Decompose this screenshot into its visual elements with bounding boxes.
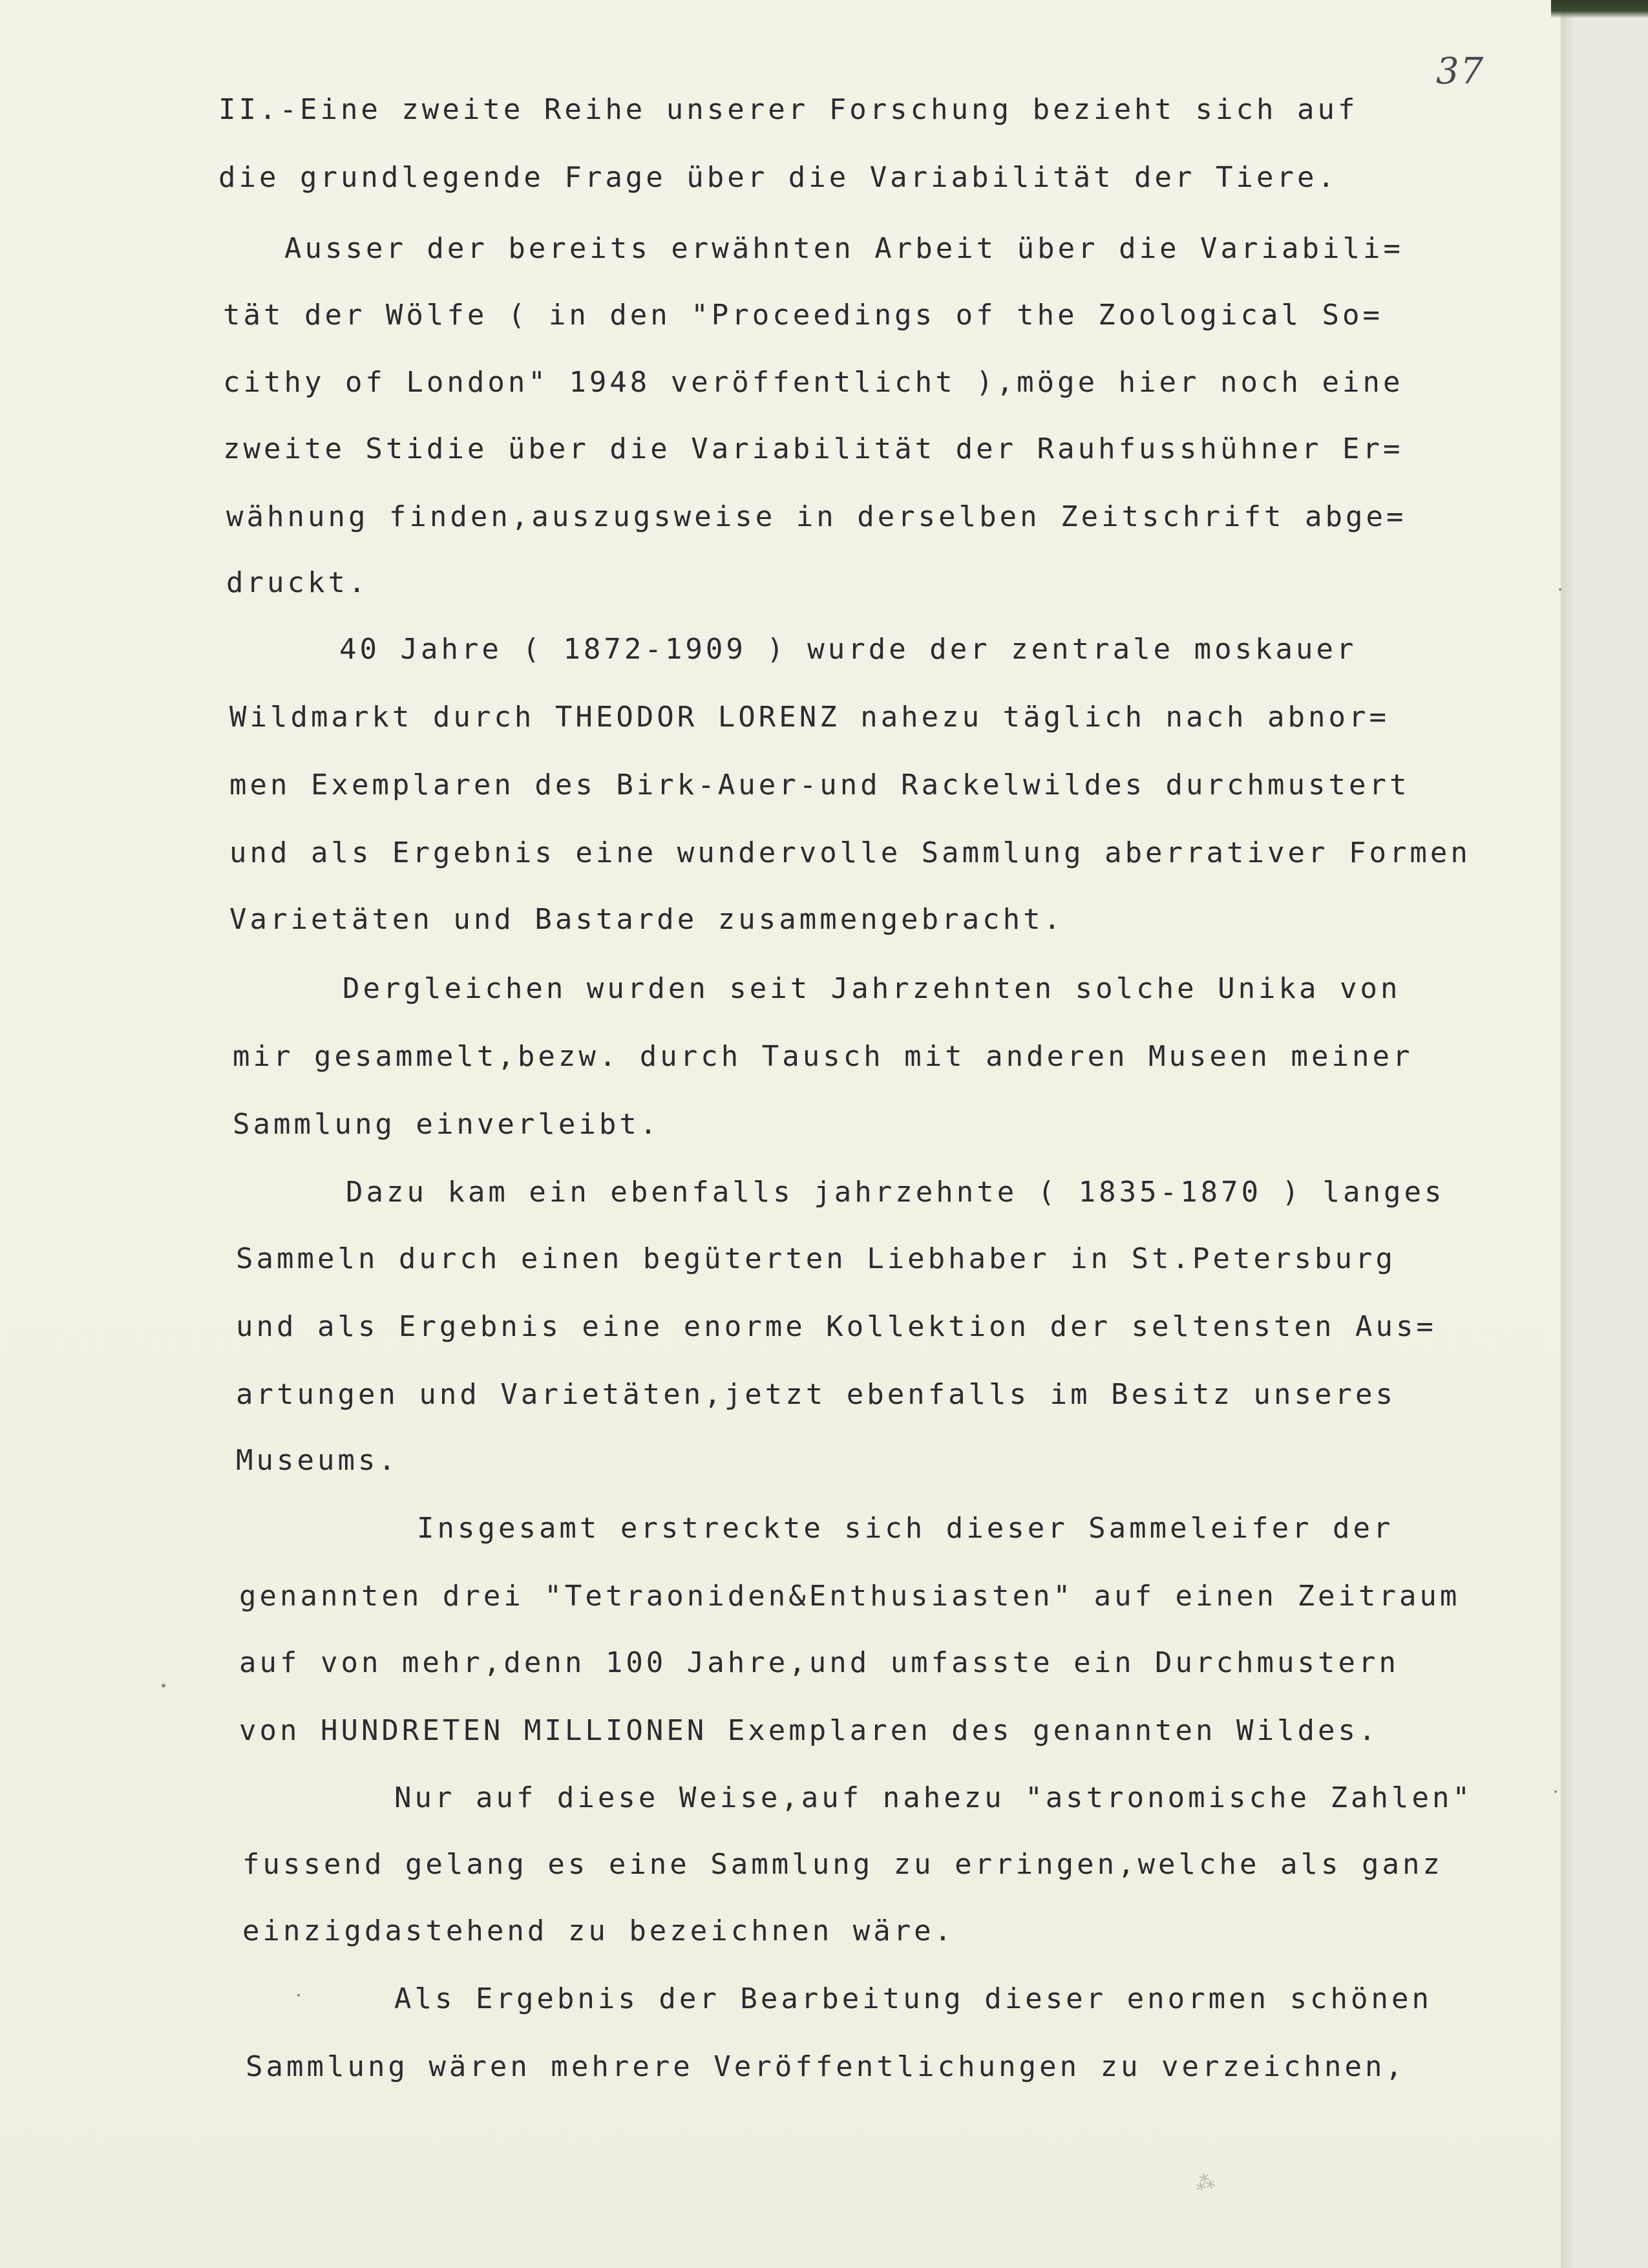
text-line: Dazu kam ein ebenfalls jahrzehnte ( 1835-1870 ) langes xyxy=(346,1176,1445,1209)
text-line: Ausser der bereits erwähnten Arbeit über die Variabili= xyxy=(284,232,1404,265)
text-line: von HUNDRETEN MILLIONEN Exemplaren des genannten Wildes. xyxy=(239,1714,1379,1747)
text-line: mir gesammelt,bezw. durch Tausch mit anderen Museen meiner xyxy=(233,1040,1413,1073)
text-line: cithy of London" 1948 veröffentlicht ),möge hier noch eine xyxy=(223,366,1404,399)
text-line: fussend gelang es eine Sammlung zu erringen,welche als ganz xyxy=(242,1848,1443,1881)
text-line: und als Ergebnis eine enorme Kollektion der seltensten Aus= xyxy=(236,1310,1437,1343)
text-line: genannten drei "Tetraoniden&Enthusiasten" auf einen Zeitraum xyxy=(239,1580,1461,1613)
binding-strip xyxy=(1572,0,1648,2268)
text-line: druckt. xyxy=(226,566,369,599)
text-line: und als Ergebnis eine wundervolle Sammlung aberrativer Formen xyxy=(229,836,1471,869)
text-line: zweite Stidie über die Variabilität der Rauhfusshühner Er= xyxy=(223,432,1404,465)
text-line: Varietäten und Bastarde zusammengebracht. xyxy=(229,903,1064,936)
ink-speck xyxy=(1554,1790,1557,1793)
text-line: Als Ergebnis der Bearbeitung dieser enormen schönen xyxy=(394,1982,1433,2015)
text-line: Nur auf diese Weise,auf nahezu "astronomische Zahlen" xyxy=(394,1781,1473,1814)
text-line: 40 Jahre ( 1872-1909 ) wurde der zentrale moskauer xyxy=(339,633,1357,666)
cover-corner xyxy=(1551,0,1648,18)
text-line: Sammlung wären mehrere Veröffentlichungen zu verzeichnen, xyxy=(246,2050,1406,2083)
text-line: II.-Eine zweite Reihe unserer Forschung bezieht sich auf xyxy=(218,93,1358,126)
text-line: wähnung finden,auszugsweise in derselben Zeitschrift abge= xyxy=(226,500,1407,533)
text-line: artungen und Varietäten,jetzt ebenfalls im Besitz unseres xyxy=(236,1378,1396,1411)
text-line: men Exemplaren des Birk-Auer-und Rackelwildes durchmustert xyxy=(229,768,1410,801)
ink-speck xyxy=(162,1684,165,1688)
text-line: tät der Wölfe ( in den "Proceedings of the Zoological So= xyxy=(223,299,1383,332)
faded-stamp-mark: ⁂ xyxy=(1193,2170,1218,2196)
ink-speck xyxy=(1559,588,1561,591)
text-line: Insgesamt erstreckte sich dieser Sammeleifer der xyxy=(417,1512,1394,1545)
page-number: 37 xyxy=(1436,50,1485,92)
text-line: einzigdastehend zu bezeichnen wäre. xyxy=(242,1914,955,1947)
text-line: die grundlegende Frage über die Variabilität der Tiere. xyxy=(218,161,1338,194)
page-edge xyxy=(1561,0,1572,2268)
text-line: Museums. xyxy=(236,1444,399,1477)
text-line: auf von mehr,denn 100 Jahre,und umfasste ein Durchmustern xyxy=(239,1646,1399,1679)
text-line: Sammlung einverleibt. xyxy=(233,1108,660,1141)
text-line: Sammeln durch einen begüterten Liebhaber in St.Petersburg xyxy=(236,1242,1396,1275)
text-line: Dergleichen wurden seit Jahrzehnten solche Unika von xyxy=(343,972,1401,1005)
ink-speck xyxy=(297,1994,300,1997)
text-line: Wildmarkt durch THEODOR LORENZ nahezu täglich nach abnor= xyxy=(229,701,1389,734)
